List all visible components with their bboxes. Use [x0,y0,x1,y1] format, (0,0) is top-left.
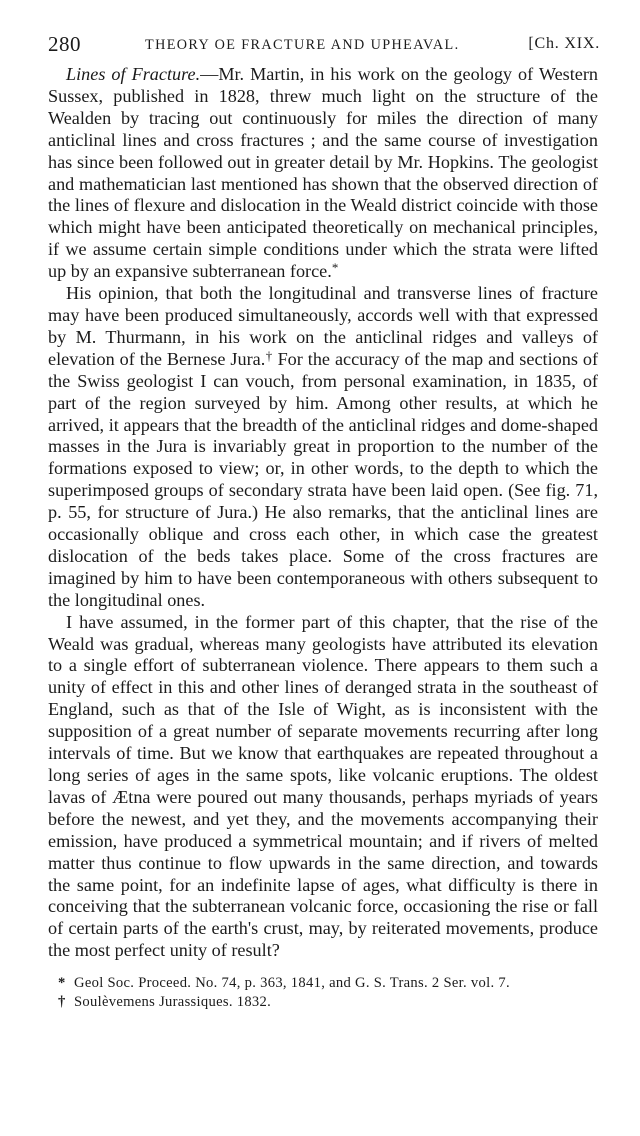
paragraph-lines-of-fracture [48,64,598,283]
chapter-reference: [Ch. XIX. [528,35,600,52]
footnote [48,974,598,993]
paragraph-text: —Mr. Martin, in his work on the geology of Western Sussex, published in 1828, threw much light on the structure of the Wealden by tracing out continuously for miles the direction of many anticlinal lines and cross fractures ; and the same course of investigation has since been followed out in greater detail by Mr. Hopkins. The geologist and mathematician last mentioned has shown that the observed direction of the lines of flexure and dislocation in the Weald district coincide with those which might have been anticipated theoretically on mechanical principles, if we assume certain simple conditions under which the strata were lifted up by an expansive subterranean force. [48,64,598,282]
footnote-text: Soulèvemens Jurassiques. 1832. [74,994,272,1011]
paragraph-text: For the accuracy of the map and sections of the Swiss geologist I can vouch, from personal examination, in 1835, of part of the region surveyed by him. Among other results, at which he arrived, it appears that the breadth of the anticlinal ridges and dome-shaped masses in the Jura is invariably great in proportion to the number of the formations exposed to view; or, in other words, to the depth to which the superimposed groups of secondary strata have been laid open. (See fig. 71, p. 55, for structure of Jura.) He also remarks, that the anticlinal lines are occasionally oblique and cross each other, in which case the greatest dislocation of the beds takes place. Some of the cross fractures are imagined by him to have been contemporaneous with others subsequent to the longitudinal ones. [48,348,599,610]
body-text [48,64,598,962]
paragraph-weald-elevation [48,612,598,963]
paragraph-text: His opinion, that both the longitudinal and transverse lines of fracture may have been produced simultaneously, accords well with that expressed by M. Thurmann, in his work on the anticlinal ridges and valleys of elevation of the Bernese Jura. [48,283,598,369]
paragraph-thurmann [48,283,598,612]
footnote-text: Geol Soc. Proceed. No. 74, p. 363, 1841, and G. S. Trans. 2 Ser. vol. 7. [74,975,510,992]
footnote-symbol: * [58,975,66,992]
section-title: Lines of Fracture. [66,64,201,84]
footnote-marker-dagger: † [265,347,273,363]
book-page [48,30,598,1012]
footnotes [48,974,598,1012]
paragraph-text: I have assumed, in the former part of this chapter, that the rise of the Weald was gradual, whereas many geologists have attributed its elevation to a single effort of subterranean violence. There appears to them such a unity of effect in this and other lines of deranged strata in the southeast of England, such as that of the Isle of Wight, as is inconsistent with the supposition of a great number of separate movements recurring after long intervals of time. But we know that earthquakes are repeated throughout a long series of ages in the same spots, like volcanic eruptions. The oldest lavas of Ætna were poured out many thousands, perhaps myriads of years before the newest, and yet they, and the movements accompanying their emission, have produced a symmetrical mountain; and if rivers of melted matter thus continue to flow upwards in the same direction, and towards the same point, for an indefinite lapse of ages, what difficulty is there in conceiving that the subterranean volcanic force, occasioning the rise or fall of certain parts of the earth's crust, may, by reiterated movements, produce the most perfect unity of result? [48,611,598,961]
footnote [48,993,598,1012]
footnote-marker-asterisk: * [331,260,339,276]
page-number: 280 [48,32,81,56]
running-header [48,30,598,64]
running-title: THEORY OE FRACTURE AND UPHEAVAL. [145,37,460,53]
footnote-symbol: † [58,994,66,1011]
